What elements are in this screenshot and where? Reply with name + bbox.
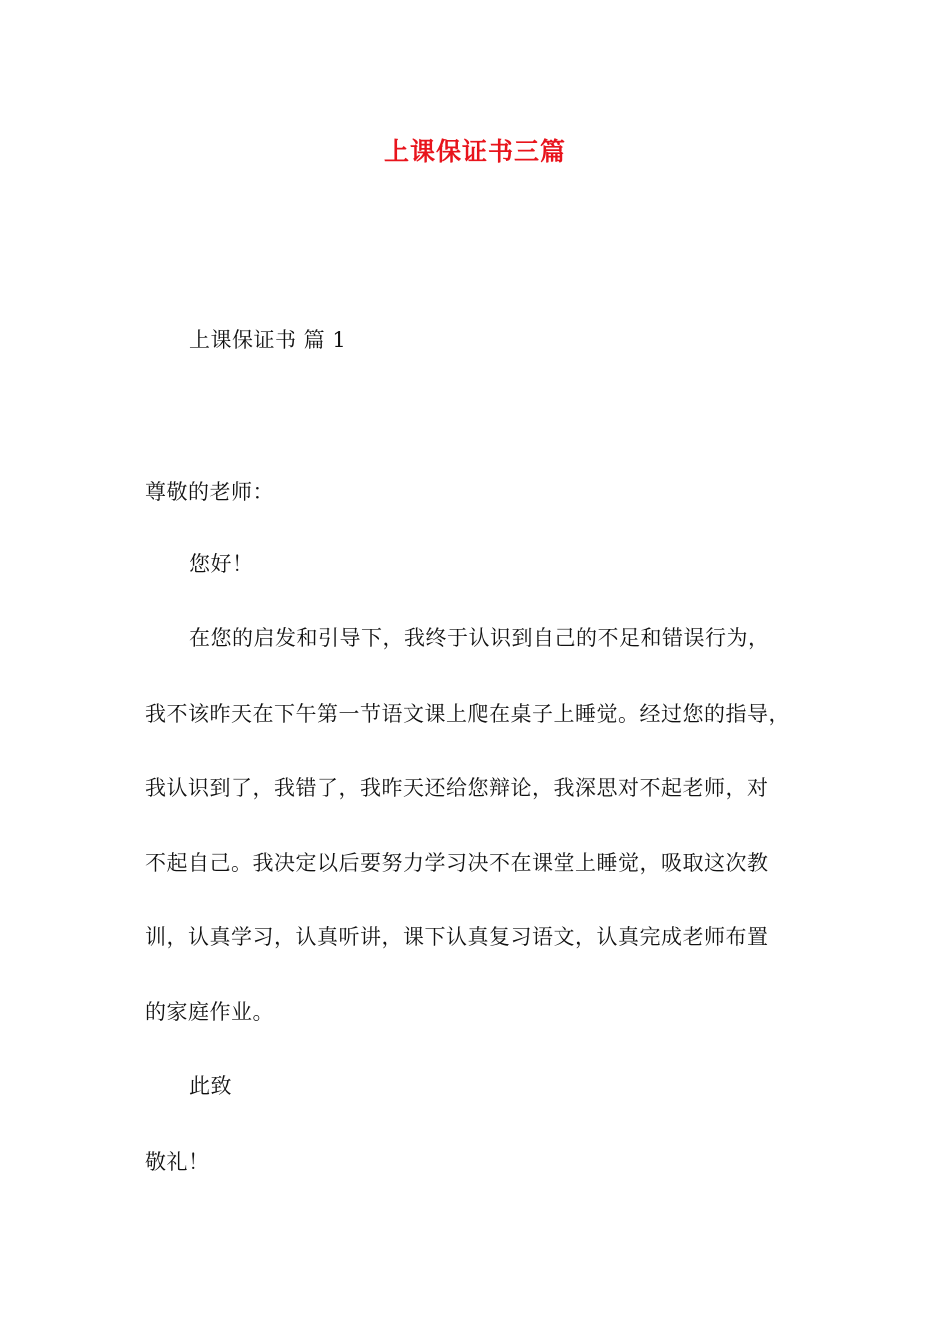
body-line-6: 的家庭作业。: [145, 1000, 274, 1024]
document-title: 上课保证书三篇: [383, 137, 566, 166]
salutation: 尊敬的老师：: [145, 480, 274, 504]
closing-line-1: 此致: [189, 1074, 232, 1098]
greeting: 您好！: [189, 552, 254, 576]
body-line-2: 我不该昨天在下午第一节语文课上爬在桌子上睡觉。经过您的指导，: [145, 702, 790, 726]
body-line-4: 不起自己。我决定以后要努力学习决不在课堂上睡觉，吸取这次教: [145, 851, 769, 875]
closing-line-2: 敬礼！: [145, 1150, 210, 1174]
body-line-3: 我认识到了，我错了，我昨天还给您辩论，我深思对不起老师，对: [145, 776, 769, 800]
body-line-5: 训，认真学习，认真听讲，课下认真复习语文，认真完成老师布置: [145, 925, 769, 949]
body-line-1: 在您的启发和引导下，我终于认识到自己的不足和错误行为，: [189, 626, 770, 650]
section-heading: 上课保证书 篇 1: [189, 328, 347, 352]
